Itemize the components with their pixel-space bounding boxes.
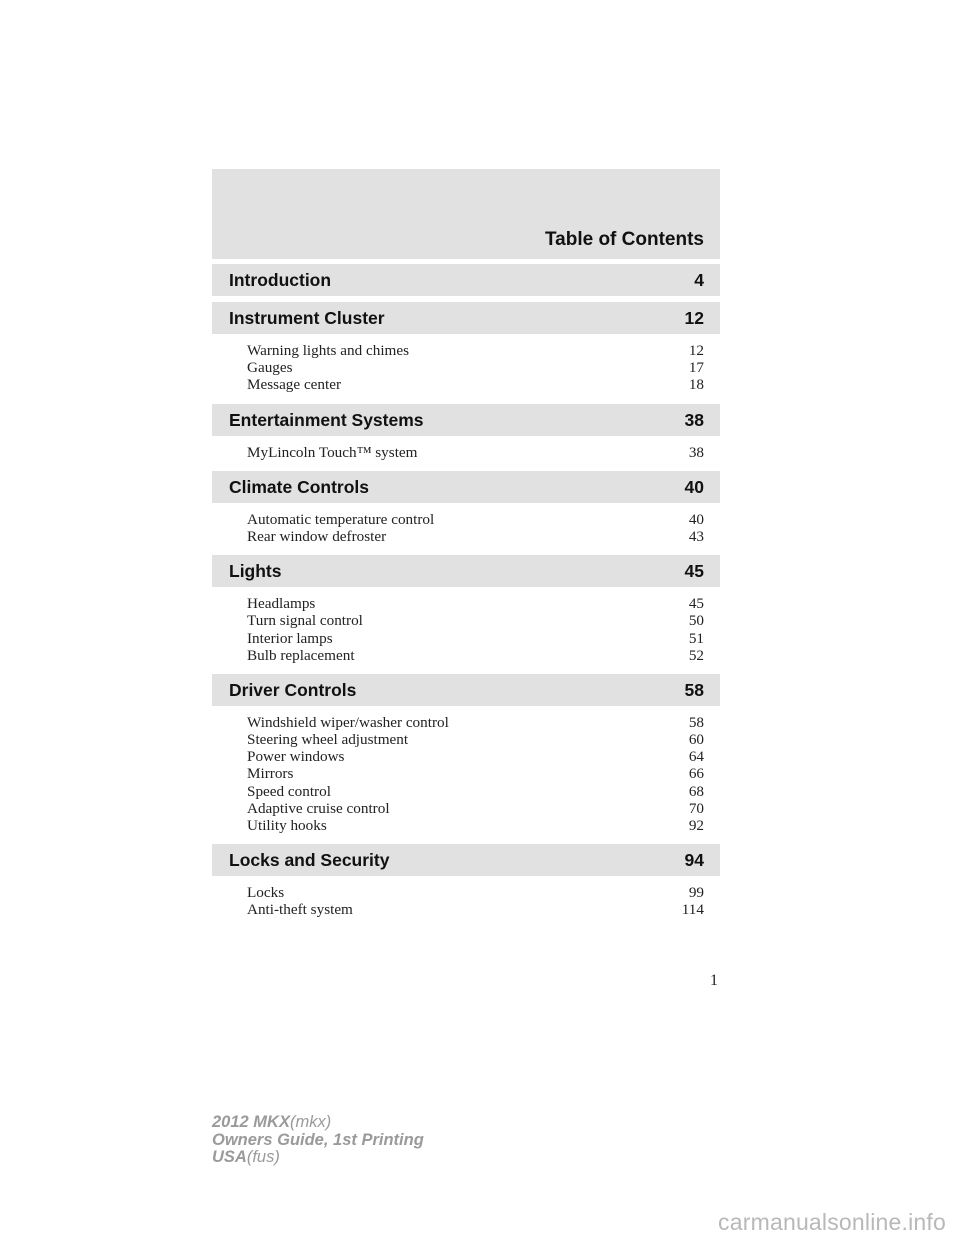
entry-page: 40	[688, 510, 704, 528]
toc-entry[interactable]	[212, 342, 720, 359]
toc-section-heading[interactable]	[212, 302, 720, 334]
section-page: 40	[684, 476, 704, 497]
section-page: 4	[694, 270, 704, 290]
entry-page: 12	[688, 342, 704, 359]
entry-page: 18	[688, 376, 704, 394]
entry-label: Power windows	[247, 748, 345, 766]
watermark: carmanualsonline.info	[718, 1209, 946, 1235]
toc-entry[interactable]	[212, 783, 720, 800]
section-page: 94	[684, 850, 704, 871]
page-number: 1	[710, 972, 718, 989]
section-title: Instrument Cluster	[229, 308, 385, 328]
toc-header-banner	[212, 169, 720, 259]
entry-label: Bulb replacement	[247, 646, 355, 664]
footer-line-guide	[212, 1132, 424, 1150]
page-title: Table of Contents	[544, 229, 704, 250]
toc-section-items	[212, 334, 720, 404]
entry-label: Turn signal control	[247, 612, 363, 630]
toc-entry[interactable]	[212, 528, 720, 545]
entry-page: 60	[688, 731, 704, 749]
entry-page: 17	[688, 359, 704, 377]
toc-entry[interactable]	[212, 800, 720, 817]
entry-label: Message center	[247, 376, 342, 394]
toc-entry[interactable]	[212, 630, 720, 647]
document-footer	[212, 1114, 424, 1167]
table-of-contents	[212, 264, 720, 929]
entry-label: Utility hooks	[247, 817, 327, 834]
entry-page: 114	[681, 901, 704, 919]
entry-label: Anti-theft system	[247, 901, 353, 919]
entry-page: 43	[688, 527, 704, 545]
entry-page: 38	[688, 443, 704, 461]
entry-label: Interior lamps	[247, 629, 333, 647]
toc-entry[interactable]	[212, 731, 720, 748]
section-title: Entertainment Systems	[229, 409, 424, 430]
toc-section-heading[interactable]	[212, 844, 720, 876]
section-title: Lights	[229, 561, 282, 582]
toc-section-items	[212, 876, 720, 928]
section-title: Introduction	[229, 270, 332, 290]
entry-label: Locks	[247, 884, 285, 902]
entry-page: 66	[688, 765, 704, 783]
toc-entry[interactable]	[212, 748, 720, 765]
footer-model-code: (mkx)	[289, 1113, 332, 1131]
entry-label: MyLincoln Touch™ system	[247, 443, 418, 461]
toc-section-heading[interactable]	[212, 471, 720, 503]
toc-section-items	[212, 587, 720, 674]
toc-section-items	[212, 503, 720, 555]
toc-section-items	[212, 706, 720, 844]
entry-label: Automatic temperature control	[247, 510, 435, 528]
toc-entry[interactable]	[212, 376, 720, 393]
entry-page: 51	[688, 629, 704, 647]
footer-line-region	[212, 1149, 424, 1167]
entry-label: Speed control	[247, 782, 331, 800]
entry-page: 52	[688, 646, 704, 664]
section-title: Climate Controls	[229, 476, 370, 497]
toc-section-heading[interactable]	[212, 555, 720, 587]
entry-label: Steering wheel adjustment	[247, 731, 409, 749]
entry-label: Windshield wiper/washer control	[247, 713, 449, 731]
entry-page: 70	[688, 799, 704, 817]
entry-label: Warning lights and chimes	[247, 342, 410, 359]
entry-label: Rear window defroster	[247, 527, 387, 545]
entry-page: 99	[688, 884, 704, 902]
section-title: Driver Controls	[229, 679, 357, 700]
entry-page: 58	[688, 713, 704, 731]
toc-entry[interactable]	[212, 359, 720, 376]
section-page: 12	[684, 308, 704, 328]
entry-label: Mirrors	[247, 765, 294, 783]
footer-region-code: (fus)	[246, 1148, 280, 1166]
toc-entry[interactable]	[212, 817, 720, 834]
footer-region: USA	[212, 1148, 247, 1166]
toc-entry[interactable]	[212, 884, 720, 901]
toc-entry[interactable]	[212, 444, 720, 461]
toc-entry[interactable]	[212, 901, 720, 918]
toc-section-heading[interactable]	[212, 674, 720, 706]
section-page: 58	[684, 679, 704, 700]
entry-label: Gauges	[247, 359, 293, 377]
entry-label: Headlamps	[247, 595, 316, 613]
entry-page: 64	[688, 748, 704, 766]
toc-entry[interactable]	[212, 511, 720, 528]
toc-section-heading[interactable]	[212, 264, 720, 296]
entry-page: 50	[688, 612, 704, 630]
toc-entry[interactable]	[212, 765, 720, 782]
section-title: Locks and Security	[229, 850, 390, 871]
entry-page: 45	[688, 595, 704, 613]
toc-section-items	[212, 436, 720, 471]
entry-page: 68	[688, 782, 704, 800]
entry-label: Adaptive cruise control	[247, 799, 390, 817]
footer-line-model	[212, 1114, 424, 1132]
section-page: 45	[684, 561, 704, 582]
toc-entry[interactable]	[212, 647, 720, 664]
toc-entry[interactable]	[212, 714, 720, 731]
footer-guide: Owners Guide, 1st Printing	[212, 1130, 424, 1149]
section-page: 38	[684, 409, 704, 430]
toc-section-heading[interactable]	[212, 404, 720, 436]
footer-model: 2012 MKX	[212, 1113, 290, 1131]
toc-entry[interactable]	[212, 595, 720, 612]
entry-page: 92	[688, 817, 704, 834]
toc-entry[interactable]	[212, 612, 720, 629]
